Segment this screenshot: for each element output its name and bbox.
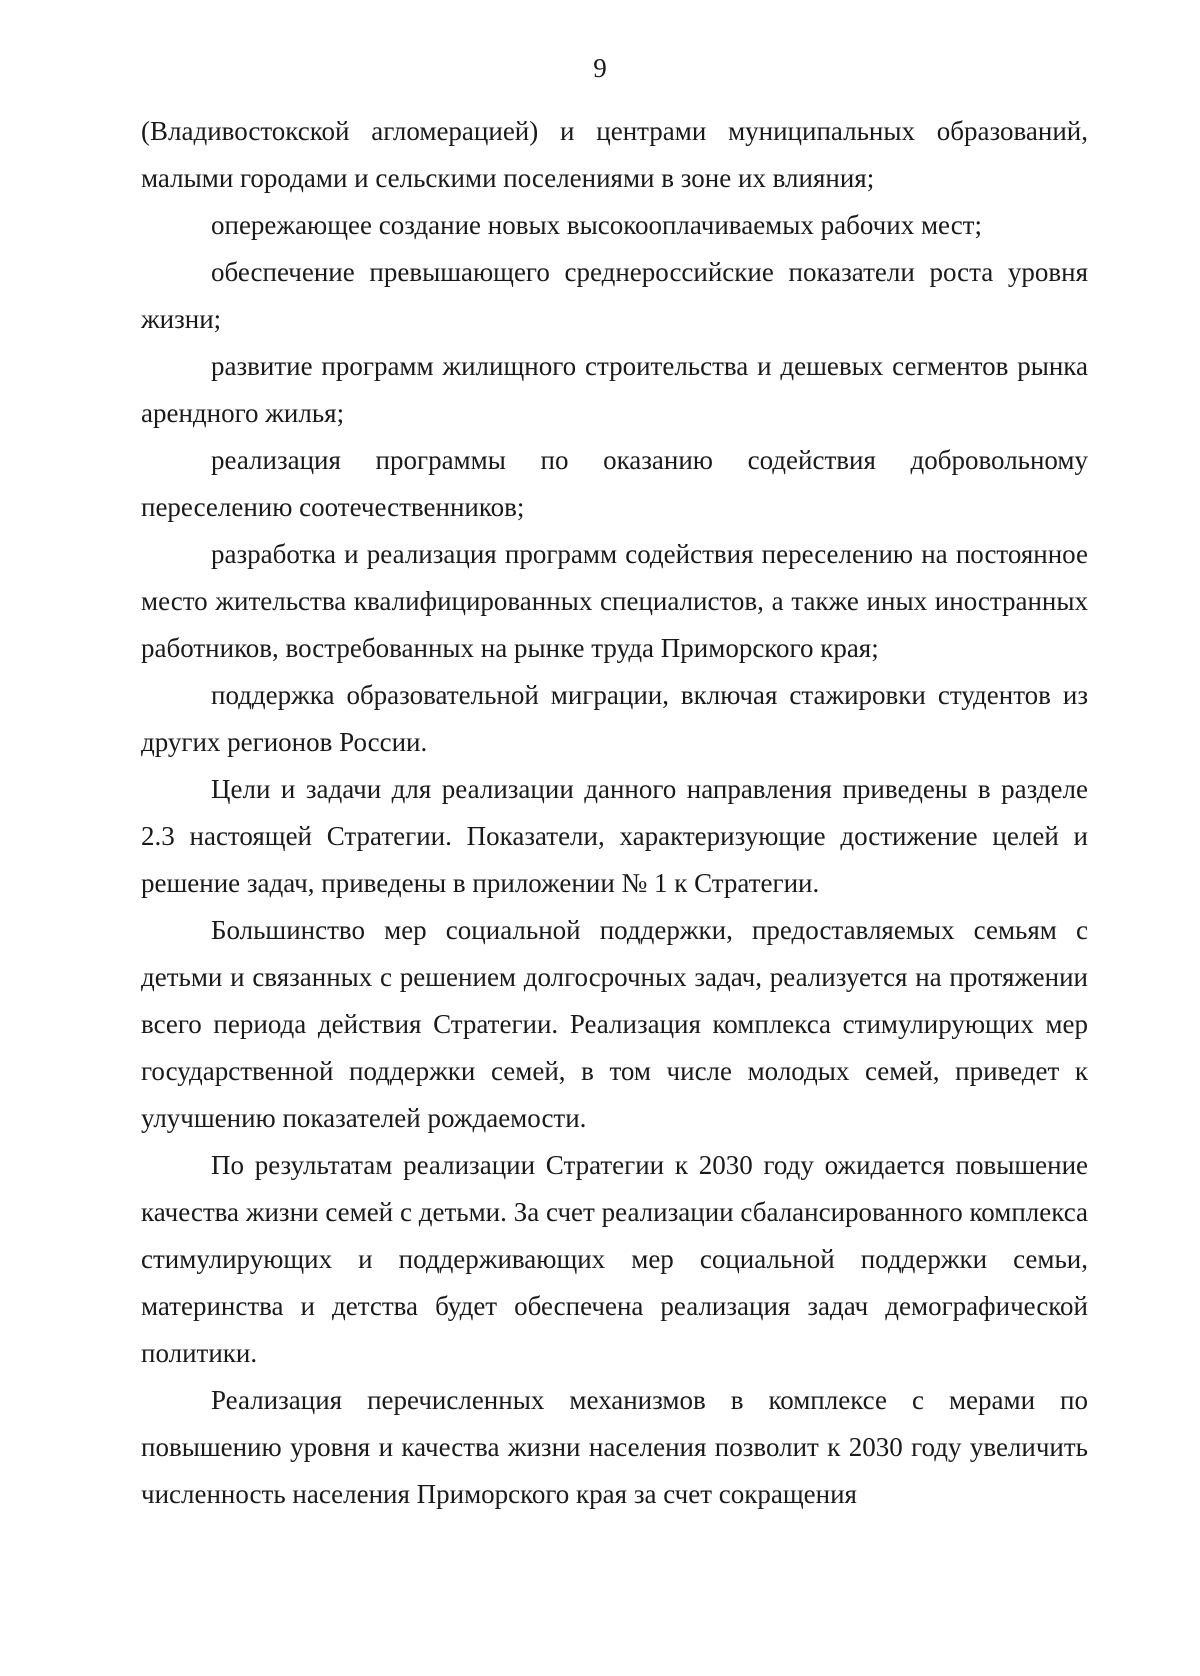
list-item-housing: развитие программ жилищного строительства и дешевых сегментов рынка арендного жилья; (141, 351, 1088, 428)
paragraph-mechanisms: Реализация перечисленных механизмов в комплексе с мерами по повышению уровня и качества жизни населения позволит к 2030 году увеличить численность населения Приморского края за счет сокращения (141, 1385, 1088, 1509)
page-number: 9 (593, 53, 607, 83)
paragraph-social-support: Большинство мер социальной поддержки, предоставляемых семьям с детьми и связанных с решением долгосрочных задач, реализуется на протяжении всего периода действия Стратегии. Реализация комплекса стимулирующих мер государственной поддержки семей, в том числе молодых семей, приведет к улучшению показателей рождаемости. (141, 915, 1088, 1133)
document-body (141, 108, 1088, 1518)
paragraph-goals: Цели и задачи для реализации данного направления приведены в разделе 2.3 настоящей Стратегии. Показатели, характеризующие достижение целей и решение задач, приведены в приложении № 1 к Стратегии. (141, 774, 1088, 898)
list-item-education-migration: поддержка образовательной миграции, включая стажировки студентов из других регионов России. (141, 680, 1088, 757)
list-item-living-standards: обеспечение превышающего среднероссийские показатели роста уровня жизни; (141, 257, 1088, 334)
paragraph-continuation: (Владивостокской агломерацией) и центрами муниципальных образований, малыми городами и сельскими поселениями в зоне их влияния; (141, 116, 1088, 193)
list-item-specialists: разработка и реализация программ содействия переселению на постоянное место жительства квалифицированных специалистов, а также иных иностранных работников, востребованных на рынке труда Приморского края; (141, 539, 1088, 663)
list-item-compatriots: реализация программы по оказанию содействия добровольному переселению соотечественников; (141, 445, 1088, 522)
list-item-jobs: опережающее создание новых высокооплачиваемых рабочих мест; (211, 210, 982, 240)
paragraph-results-2030: По результатам реализации Стратегии к 2030 году ожидается повышение качества жизни семей с детьми. За счет реализации сбалансированного комплекса стимулирующих и поддерживающих мер социальной поддержки семьи, материнства и детства будет обеспечена реализация задач демографической политики. (141, 1150, 1088, 1368)
